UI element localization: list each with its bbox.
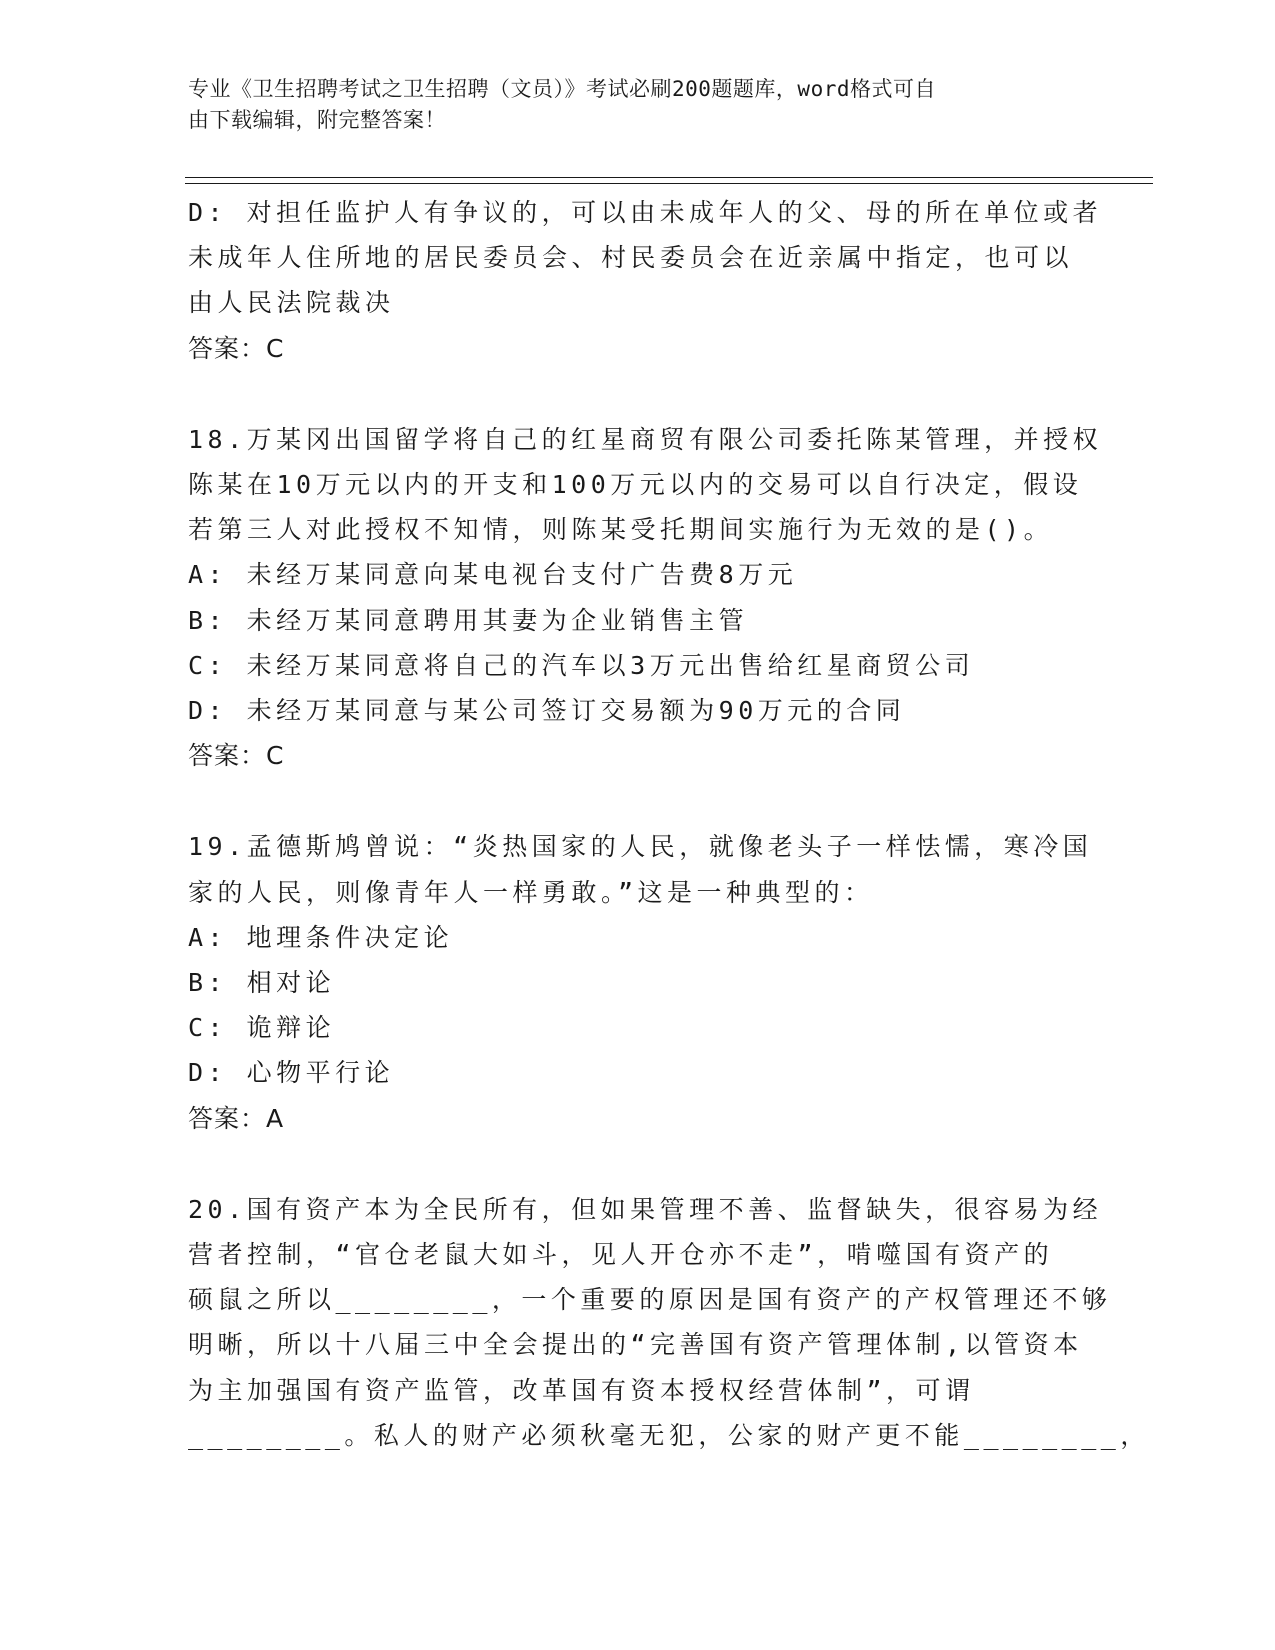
question-19 bbox=[188, 824, 1093, 1140]
question-18 bbox=[188, 417, 1103, 779]
question-content bbox=[188, 190, 1150, 1458]
q19-stem-line-1: 19.孟德斯鸠曾说：“炎热国家的人民，就像老头子一样怯懦，寒冷国 bbox=[188, 832, 1093, 862]
header-line-2: 由下载编辑，附完整答案！ bbox=[188, 108, 446, 132]
q20-stem-line-2: 营者控制，“官仓老鼠大如斗，见人开仓亦不走”，啃噬国有资产的 bbox=[188, 1240, 1054, 1270]
q18-option-d: D: 未经万某同意与某公司签订交易额为90万元的合同 bbox=[188, 696, 906, 726]
q18-option-c: C: 未经万某同意将自己的汽车以3万元出售给红星商贸公司 bbox=[188, 650, 975, 680]
q18-answer: 答案：C bbox=[188, 741, 285, 771]
question-20 bbox=[188, 1187, 1150, 1458]
q18-option-a: A: 未经万某同意向某电视台支付广告费8万元 bbox=[188, 560, 798, 590]
q20-stem-line-6: ________。私人的财产必须秋毫无犯，公家的财产更不能________， bbox=[188, 1420, 1150, 1450]
q17-option-d-line-3: 由人民法院裁决 bbox=[188, 288, 395, 318]
q20-stem-line-3: 硕鼠之所以________，一个重要的原因是国有资产的产权管理还不够 bbox=[188, 1285, 1112, 1315]
q19-option-a: A: 地理条件决定论 bbox=[188, 922, 454, 952]
q20-stem-line-4: 明晰，所以十八届三中全会提出的“完善国有资产管理体制,以管资本 bbox=[188, 1330, 1083, 1360]
header-rule-top bbox=[185, 177, 1153, 178]
header-line-1: 专业《卫生招聘考试之卫生招聘（文员）》考试必刷200题题库，word格式可自 bbox=[188, 77, 936, 101]
q18-stem-line-1: 18.万某冈出国留学将自己的红星商贸有限公司委托陈某管理，并授权 bbox=[188, 424, 1103, 454]
q18-option-b: B: 未经万某同意聘用其妻为企业销售主管 bbox=[188, 605, 749, 635]
document-header bbox=[188, 74, 1068, 136]
q20-stem-line-1: 20.国有资产本为全民所有，但如果管理不善、监督缺失，很容易为经 bbox=[188, 1194, 1103, 1224]
q19-option-c: C: 诡辩论 bbox=[188, 1013, 336, 1043]
q19-option-b: B: 相对论 bbox=[188, 968, 336, 998]
header-rule-bottom bbox=[185, 183, 1153, 184]
q17-answer: 答案：C bbox=[188, 333, 285, 363]
question-17-tail bbox=[188, 190, 1103, 371]
q18-stem-line-2: 陈某在10万元以内的开支和100万元以内的交易可以自行决定，假设 bbox=[188, 470, 1083, 500]
q18-stem-line-3: 若第三人对此授权不知情，则陈某受托期间实施行为无效的是()。 bbox=[188, 515, 1054, 545]
q19-answer: 答案：A bbox=[188, 1103, 285, 1133]
q20-stem-line-5: 为主加强国有资产监管，改革国有资本授权经营体制”，可谓 bbox=[188, 1375, 975, 1405]
q19-option-d: D: 心物平行论 bbox=[188, 1058, 395, 1088]
q17-option-d-line-2: 未成年人住所地的居民委员会、村民委员会在近亲属中指定，也可以 bbox=[188, 243, 1074, 273]
q17-option-d-line-1: D: 对担任监护人有争议的，可以由未成年人的父、母的所在单位或者 bbox=[188, 198, 1103, 227]
q19-stem-line-2: 家的人民，则像青年人一样勇敢。”这是一种典型的： bbox=[188, 877, 874, 907]
